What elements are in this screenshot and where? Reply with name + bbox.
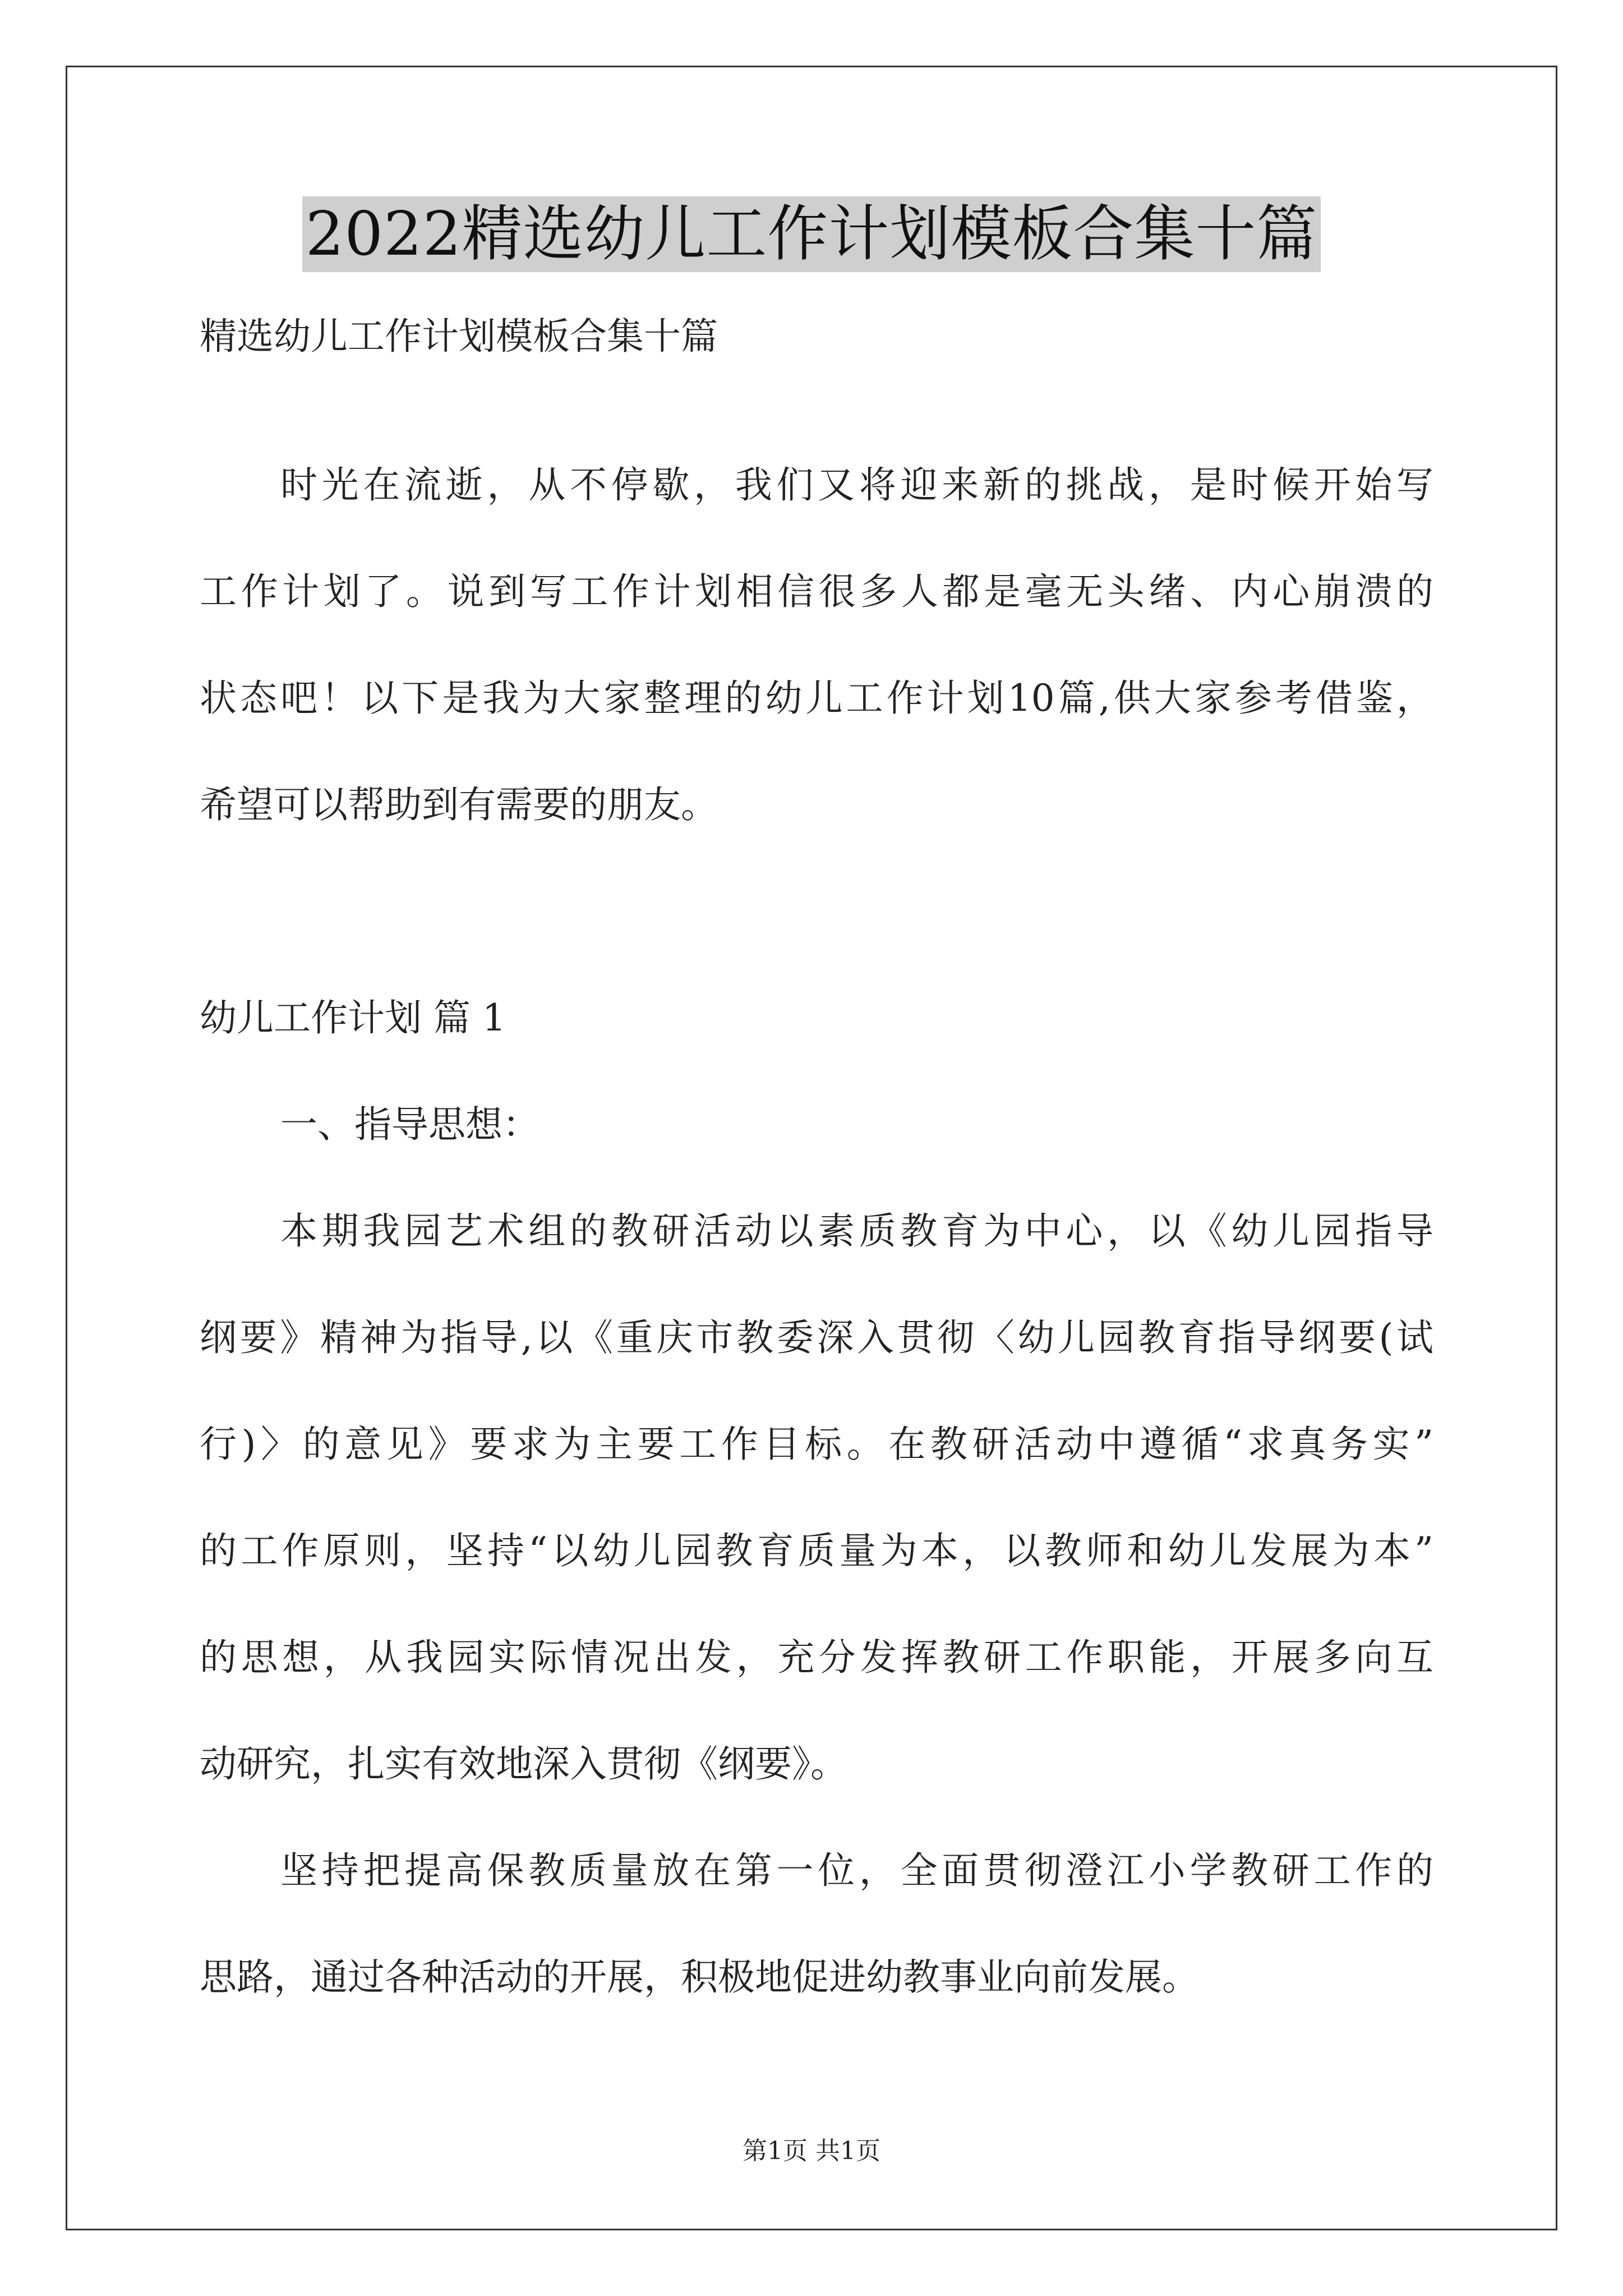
intro-line: 希望可以帮助到有需要的朋友。 [200,783,718,826]
document-subtitle: 精选幼儿工作计划模板合集十篇 [200,315,718,358]
section-heading: 幼儿工作计划 篇 1 [200,996,506,1039]
page-footer: 第1页 共1页 [743,2137,880,2165]
paragraph-line: 思路，通过各种活动的开展，积极地促进幼教事业向前发展。 [200,1955,1199,1999]
title-container [0,196,1623,272]
page-border [66,66,1557,2230]
paragraph-line: 动研究，扎实有效地深入贯彻《纲要》。 [200,1742,847,1786]
intro-line: 状态吧！以下是我为大家整理的幼儿工作计划10篇,供大家参考借鉴， [200,677,1433,720]
paragraph-line: 纲要》精神为指导,以《重庆市教委深入贯彻〈幼儿园教育指导纲要(试 [200,1316,1433,1359]
paragraph-line: 的思想，从我园实际情况出发，充分发挥教研工作职能，开展多向互 [200,1636,1433,1679]
paragraph-line: 坚持把提高保教质量放在第一位，全面贯彻澄江小学教研工作的 [280,1849,1433,1892]
intro-line: 工作计划了。说到写工作计划相信很多人都是毫无头绪、内心崩溃的 [200,570,1433,613]
paragraph-line: 本期我园艺术组的教研活动以素质教育为中心，以《幼儿园指导 [280,1209,1433,1253]
document-title: 2022精选幼儿工作计划模板合集十篇 [302,196,1321,272]
paragraph-line: 行)〉的意见》要求为主要工作目标。在教研活动中遵循“求真务实” [200,1423,1433,1466]
point-heading: 一、指导思想： [280,1103,540,1146]
paragraph-line: 的工作原则，坚持“以幼儿园教育质量为本，以教师和幼儿发展为本” [200,1529,1433,1572]
intro-line: 时光在流逝，从不停歇，我们又将迎来新的挑战，是时候开始写 [280,463,1433,507]
